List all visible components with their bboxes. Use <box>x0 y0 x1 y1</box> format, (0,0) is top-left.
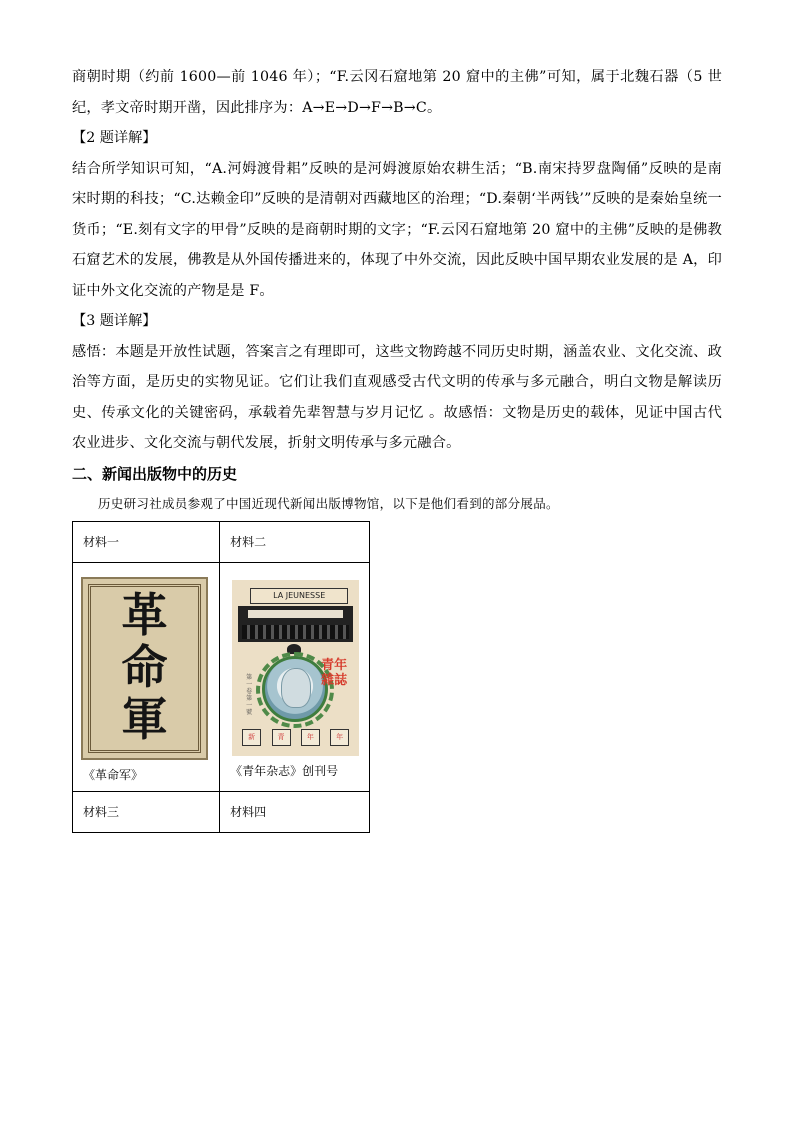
question-2-heading: 【2 题详解】 <box>72 130 157 146</box>
question-3-heading: 【3 题详解】 <box>72 313 157 329</box>
box-3: 年 <box>301 729 320 746</box>
material-1-cell <box>73 562 220 791</box>
section-title: 二、新闻出版物中的历史 <box>72 464 238 483</box>
youth-magazine-cover-image <box>232 580 359 756</box>
box-2: 青 <box>272 729 291 746</box>
materials-table <box>72 521 370 833</box>
book1-char-3: 軍 <box>121 691 168 746</box>
geming-jun-book-cover-image <box>81 577 208 760</box>
magazine-chinese-title: 青年雜誌 <box>321 658 348 688</box>
material-2-cell <box>220 562 370 791</box>
answer-paragraph-1: 商朝时期（约前 1600—前 1046 年）；“F.云冈石窟地第 20 窟中的主佛”可知，属于北魏石器（5 世纪，孝文帝时期开凿，因此排序为：A→E→D→F→B→C。 <box>72 69 722 116</box>
magazine-title-text: LA JEUNESSE <box>250 588 348 604</box>
portrait-face <box>281 668 311 708</box>
book1-char-1: 革 <box>121 587 168 642</box>
material-1-label: 材料一 <box>73 521 220 562</box>
issue-number: 第一卷第一號 <box>246 674 253 716</box>
answer-paragraph-3: 感悟：本题是开放性试题，答案言之有理即可，这些文物跨越不同历史时期，涵盖农业、文化交流、政治等方面，是历史的实物见证。它们让我们直观感受古代文明的传承与多元融合，明白文物是解读历史、传承文化的关键密码，承载着先辈智慧与岁月记忆 。故感悟：文物是历史的载体，见证中国古代农业进步、文化交流与朝代发展，折射文明传承与多元融合。 <box>72 343 722 451</box>
bottom-boxes <box>242 729 349 746</box>
answer-paragraph-2: 结合所学知识可知，“A.河姆渡骨耜”反映的是河姆渡原始农耕生活；“B.南宋持罗盘陶俑”反映的是南宋时期的科技；“C.达赖金印”反映的是清朝对西藏地区的治理；“D.秦朝‘半两钱’”反映的是秦始皇统一货币；“E.刻有文字的甲骨”反映的是商朝时期的文字；“F.云冈石窟地第 20 窟中的主佛”反映的是佛教石窟艺术的发展，佛教是从外国传播进来的，体现了中外交流，因此反映中国早期农业发展的是 A，印证中外文化交流的产物是是 F。 <box>72 160 722 299</box>
box-1: 新 <box>242 729 261 746</box>
crowd-illustration <box>238 606 353 642</box>
box-4: 年 <box>330 729 349 746</box>
material-1-caption: 《革命军》 <box>83 767 144 782</box>
section-intro: 历史研习社成员参观了中国近现代新闻出版博物馆，以下是他们看到的部分展品。 <box>98 495 559 511</box>
material-4-label: 材料四 <box>220 791 370 832</box>
material-2-caption: 《青年杂志》创刊号 <box>230 764 339 778</box>
material-2-label: 材料二 <box>220 521 370 562</box>
book1-char-2: 命 <box>121 639 168 694</box>
document-page <box>72 62 722 833</box>
material-3-label: 材料三 <box>73 791 220 832</box>
